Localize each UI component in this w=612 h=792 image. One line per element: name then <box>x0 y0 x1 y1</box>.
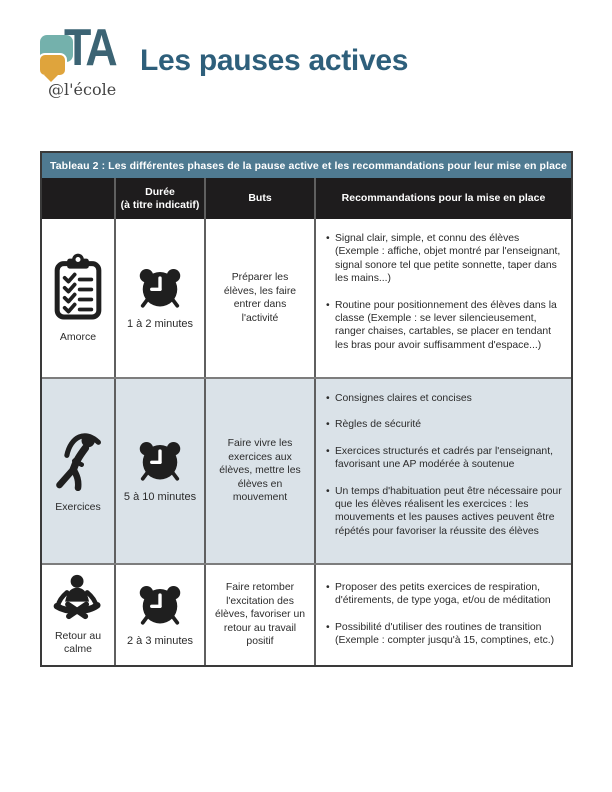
goals-cell <box>206 219 316 377</box>
col-header-duration-line1: Durée <box>145 185 175 198</box>
duration-label: 1 à 2 minutes <box>126 318 194 330</box>
phase-cell <box>42 379 116 563</box>
speech-bubble-orange-icon <box>38 53 67 77</box>
goals-cell <box>206 379 316 563</box>
bullet-item: • Proposer des petits exercices de respiration, d'étirements, de type yoga, et/ou de méditation <box>325 581 565 608</box>
phase-cell <box>42 219 116 377</box>
table-header-row <box>42 178 571 219</box>
phase-label: Amorce <box>59 330 97 343</box>
phase-label: Exercices <box>55 500 101 513</box>
alarm-clock-icon <box>137 439 183 481</box>
goals-text: Faire retomber l'excitation des élèves, favoriser un retour au travail positif <box>214 582 306 648</box>
col-header-goals: Buts <box>206 178 316 219</box>
bullet-item: • Routine pour positionnement des élèves dans la classe (Exemple : se lever silencieusement, ranger chaises, cartables, se placer en tendant les bras pour avoir suffisamment d'espace...) <box>325 299 565 353</box>
col-header-recommendations: Recommandations pour la mise en place <box>341 192 546 204</box>
recommendations-list <box>325 232 565 352</box>
bullet-item: • Signal clair, simple, et connu des élèves (Exemple : affiche, objet montré par l'enseignant, signal sonore tel que petite sonnette, taper dans les mains...) <box>325 232 565 286</box>
logo-subtitle: @l'école <box>48 80 117 99</box>
meditating-person-icon <box>52 574 104 620</box>
stretching-person-icon <box>52 429 104 491</box>
page-title: Les pauses actives <box>140 44 409 77</box>
recommendations-list <box>325 581 565 648</box>
table-row-retour-au-calme <box>42 563 571 665</box>
col-header-phase <box>42 178 116 219</box>
alarm-clock-icon <box>137 266 183 308</box>
col-header-duration <box>116 178 206 219</box>
table-caption: Tableau 2 : Les différentes phases de la pause active et les recommandations pour leur mise en place <box>42 153 571 178</box>
duration-cell <box>116 379 206 563</box>
bullet-item: • Consignes claires et concises <box>325 392 565 405</box>
col-header-duration-line2: (à titre indicatif) <box>120 198 200 211</box>
table-row-exercices <box>42 377 571 563</box>
recommendations-cell <box>316 219 571 377</box>
goals-text: Préparer les élèves, les faire entrer dans l'activité <box>223 272 297 324</box>
recommendations-list <box>325 392 565 538</box>
goals-text: Faire vivre les exercices aux élèves, mettre les élèves en mouvement <box>219 438 301 504</box>
duration-label: 5 à 10 minutes <box>123 491 197 503</box>
bullet-item: • Possibilité d'utiliser des routines de transition (Exemple : compter jusqu'à 15, comptines, etc.) <box>325 621 565 648</box>
goals-cell <box>206 565 316 665</box>
phase-label: Retour au calme <box>54 630 102 655</box>
duration-label: 2 à 3 minutes <box>126 635 194 647</box>
duration-cell <box>116 565 206 665</box>
recommendations-cell <box>316 379 571 563</box>
ta-ecole-logo <box>38 19 142 100</box>
bullet-item: • Exercices structurés et cadrés par l'enseignant, favorisant une AP modérée à soutenue <box>325 445 565 472</box>
bullet-item: • Règles de sécurité <box>325 418 565 431</box>
bullet-item: • Un temps d'habituation peut être nécessaire pour que les élèves réalisent les exercices : les mouvements et les pauses actives peuvent être répétés pour favoriser la réussite des élèves <box>325 485 565 539</box>
logo-acronym: TA <box>64 19 116 77</box>
duration-cell <box>116 219 206 377</box>
alarm-clock-icon <box>137 583 183 625</box>
clipboard-checklist-icon <box>53 253 103 321</box>
recommendations-cell <box>316 565 571 665</box>
pause-active-table <box>40 151 573 667</box>
phase-cell <box>42 565 116 665</box>
table-row-amorce <box>42 219 571 377</box>
